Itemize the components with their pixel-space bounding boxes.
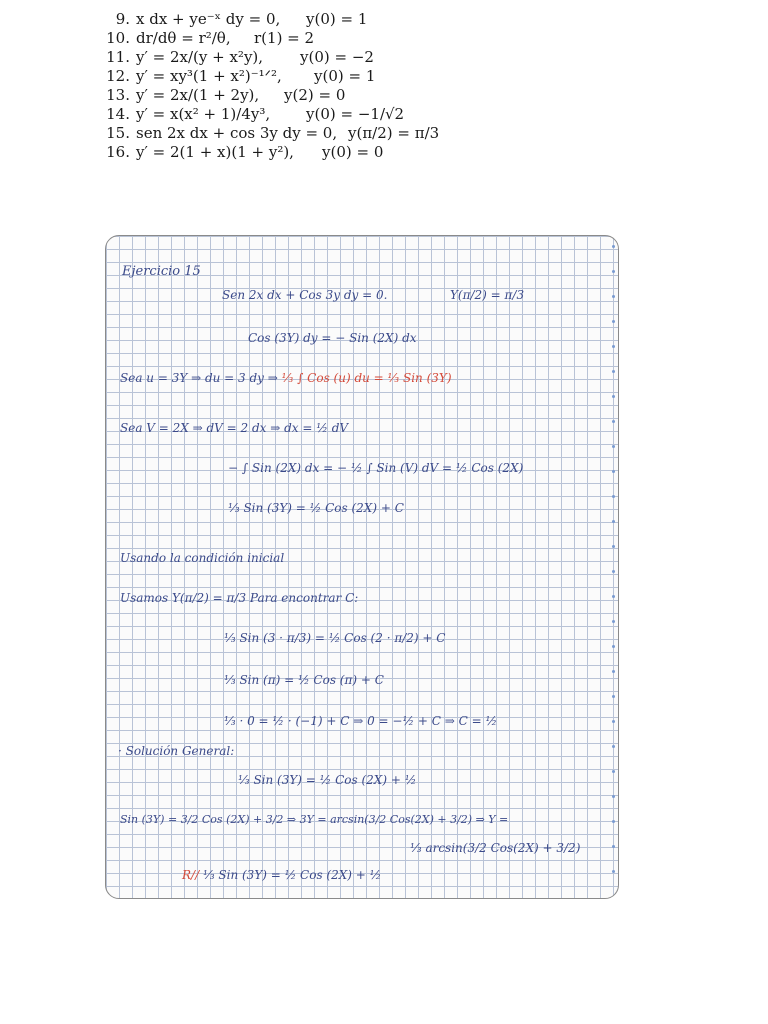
problem-condition: y(2) = 0 bbox=[284, 86, 346, 104]
problem-item bbox=[104, 105, 439, 124]
problem-equation: y′ = 2x/(1 + 2y), bbox=[136, 86, 260, 104]
answer-prefix: R// bbox=[182, 868, 200, 882]
problem-condition: y(π/2) = π/3 bbox=[348, 124, 440, 142]
problem-item bbox=[104, 124, 439, 143]
problem-condition: y(0) = −2 bbox=[300, 48, 374, 66]
problem-number: 13. bbox=[106, 86, 130, 104]
perforation-dot bbox=[612, 870, 615, 873]
perforation-dot bbox=[612, 520, 615, 523]
problem-condition: r(1) = 2 bbox=[254, 29, 315, 47]
perforation-dot bbox=[612, 620, 615, 623]
problem-condition: y(0) = 0 bbox=[322, 143, 384, 161]
problem-equation: y′ = 2x/(y + x²y), bbox=[136, 48, 264, 66]
handwritten-constant-value: ⅓ · 0 = ½ · (−1) + C ⇒ 0 = −½ + C ⇒ C = ½ bbox=[224, 714, 498, 728]
problem-equation: y′ = xy³(1 + x²)⁻¹ᐟ², bbox=[136, 67, 282, 85]
perforation-dot bbox=[612, 245, 615, 248]
perforation-dot bbox=[612, 445, 615, 448]
perforation-dot bbox=[612, 320, 615, 323]
perforation-dot bbox=[612, 720, 615, 723]
problem-number: 14. bbox=[106, 105, 130, 123]
perforation-dot bbox=[612, 270, 615, 273]
problem-number: 11. bbox=[106, 48, 130, 66]
problem-item bbox=[104, 143, 439, 162]
perforation-dot bbox=[612, 345, 615, 348]
perforation-dot bbox=[612, 745, 615, 748]
problem-condition: y(0) = 1 bbox=[314, 67, 376, 85]
problem-equation: y′ = 2(1 + x)(1 + y²), bbox=[136, 143, 294, 161]
perforation-dot bbox=[612, 645, 615, 648]
handwritten-substitution-u bbox=[120, 371, 452, 385]
problem-condition: y(0) = −1/√2 bbox=[306, 105, 405, 123]
perforation-dot bbox=[612, 545, 615, 548]
handwritten-given-equation: Sen 2x dx + Cos 3y dy = 0. bbox=[222, 288, 388, 302]
problem-equation: x dx + ye⁻ˣ dy = 0, bbox=[136, 10, 281, 28]
perforation-dot bbox=[612, 670, 615, 673]
exercise-problem-list bbox=[104, 10, 439, 162]
perforation-dot bbox=[612, 595, 615, 598]
problem-item bbox=[104, 67, 439, 86]
problem-condition: y(0) = 1 bbox=[306, 10, 368, 28]
handwritten-solution-step-1: ⅓ Sin (3Y) = ½ Cos (2X) + ½ bbox=[238, 773, 417, 787]
problem-number: 12. bbox=[106, 67, 130, 85]
problem-number: 9. bbox=[115, 10, 130, 28]
handwritten-title: Ejercicio 15 bbox=[122, 264, 201, 279]
problem-item bbox=[104, 48, 439, 67]
perforation-dot bbox=[612, 395, 615, 398]
handwritten-general-solution-heading: · Solución General: bbox=[118, 744, 235, 758]
problem-equation: sen 2x dx + cos 3y dy = 0, bbox=[136, 124, 338, 142]
handwritten-step-separate: Cos (3Y) dy = − Sin (2X) dx bbox=[248, 331, 417, 345]
problem-item bbox=[104, 10, 439, 29]
perforation-dot bbox=[612, 495, 615, 498]
problem-item bbox=[104, 29, 439, 48]
problem-item bbox=[104, 86, 439, 105]
handwritten-solution-step-3: ⅓ arcsin(3/2 Cos(2X) + 3/2) bbox=[410, 841, 581, 855]
handwritten-substitution-v: Sea V = 2X ⇒ dV = 2 dx ⇒ dx = ½ dV bbox=[120, 421, 349, 435]
handwritten-solution-step-2: Sin (3Y) = 3/2 Cos (2X) + 3/2 ⇒ 3Y = arcsin(3/2 Cos(2X) + 3/2) ⇒ Y = bbox=[120, 813, 509, 826]
handwritten-final-answer bbox=[182, 868, 381, 882]
handwritten-substitution-step-1: ⅓ Sin (3 · π/3) = ½ Cos (2 · π/2) + C bbox=[224, 631, 446, 645]
problem-number: 10. bbox=[106, 29, 130, 47]
perforation-dot bbox=[612, 470, 615, 473]
problem-number: 16. bbox=[106, 143, 130, 161]
sub-u-part-b: ⅓ ∫ Cos (u) du = ⅓ Sin (3Y) bbox=[281, 371, 452, 385]
perforation-dot bbox=[612, 845, 615, 848]
perforation-dot bbox=[612, 370, 615, 373]
handwritten-given-condition: Y(π/2) = π/3 bbox=[450, 288, 525, 302]
perforation-dot bbox=[612, 570, 615, 573]
perforation-dot bbox=[612, 795, 615, 798]
handwritten-integral-v: − ∫ Sin (2X) dx = − ½ ∫ Sin (V) dV = ½ Cos (2X) bbox=[228, 461, 524, 475]
handwritten-initial-condition-text: Usamos Y(π/2) = π/3 Para encontrar C: bbox=[120, 591, 359, 605]
perforation-dot bbox=[612, 770, 615, 773]
problem-equation: y′ = x(x² + 1)/4y³, bbox=[136, 105, 271, 123]
handwritten-implicit-solution: ⅓ Sin (3Y) = ½ Cos (2X) + C bbox=[228, 501, 404, 515]
perforation-dot bbox=[612, 295, 615, 298]
handwritten-initial-condition-heading: Usando la condición inicial bbox=[120, 551, 285, 565]
perforation-dot bbox=[612, 820, 615, 823]
perforation-dot bbox=[612, 695, 615, 698]
notebook-page-photo bbox=[105, 235, 619, 899]
problem-equation: dr/dθ = r²/θ, bbox=[136, 29, 231, 47]
perforation-dot bbox=[612, 420, 615, 423]
sub-u-part-a: Sea u = 3Y ⇒ du = 3 dy ⇒ bbox=[120, 371, 278, 385]
handwritten-substitution-step-2: ⅓ Sin (π) = ½ Cos (π) + C bbox=[224, 673, 384, 687]
notebook-edge-perforation bbox=[612, 245, 618, 885]
problem-number: 15. bbox=[106, 124, 130, 142]
answer-equation: ⅓ Sin (3Y) = ½ Cos (2X) + ½ bbox=[202, 868, 382, 882]
